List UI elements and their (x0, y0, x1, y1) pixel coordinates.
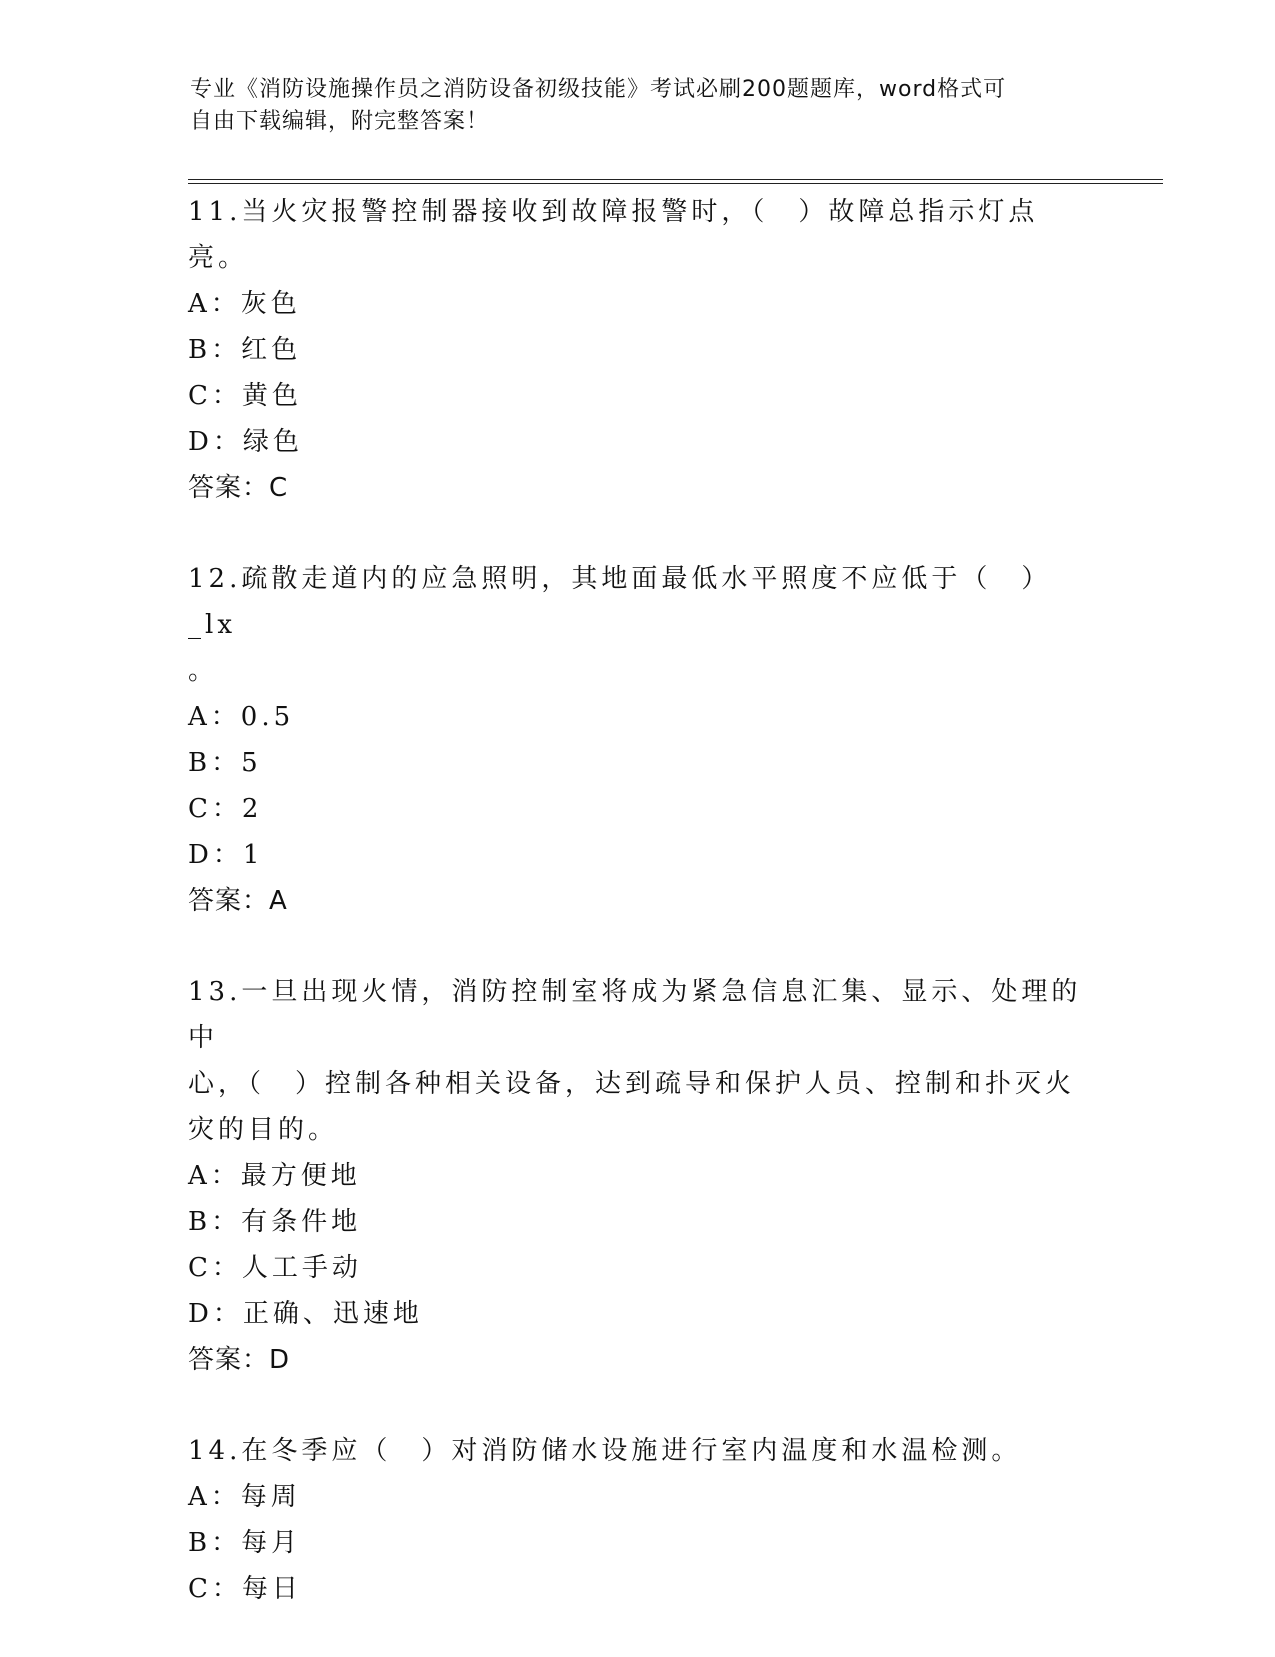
header-divider-top (188, 179, 1163, 180)
question-option: D：1 (188, 840, 264, 870)
question-option: A：0.5 (188, 702, 295, 732)
header-line-2: 自由下载编辑，附完整答案！ (190, 109, 490, 134)
question-stem-line: 13.一旦出现火情，消防控制室将成为紧急信息汇集、显示、处理的中 (188, 977, 1082, 1053)
question-option: B：5 (188, 748, 262, 778)
question-option: A：每周 (188, 1482, 301, 1512)
question-option: C：人工手动 (188, 1253, 362, 1283)
question-stem-line: 14.在冬季应（ ）对消防储水设施进行室内温度和水温检测。 (188, 1436, 1022, 1466)
question-option: C：黄色 (188, 381, 302, 411)
question-item (188, 969, 1088, 1383)
question-option: D：正确、迅速地 (188, 1299, 423, 1329)
question-option: A：灰色 (188, 289, 301, 319)
question-stem-line: 灾的目的。 (188, 1115, 339, 1145)
question-option: C：每日 (188, 1574, 302, 1604)
question-option: B：每月 (188, 1528, 302, 1558)
question-stem-line: 。 (188, 656, 219, 686)
question-item (188, 189, 1088, 511)
question-option: C：2 (188, 794, 263, 824)
question-item (188, 1428, 1088, 1612)
question-stem-line: 11.当火灾报警控制器接收到故障报警时，（ ）故障总指示灯点亮。 (188, 197, 1039, 273)
question-answer: 答案：D (188, 1345, 291, 1375)
question-option: B：红色 (188, 335, 302, 365)
question-answer: 答案：C (188, 473, 289, 503)
question-stem-line: 心，（ ）控制各种相关设备，达到疏导和保护人员、控制和扑灭火 (188, 1069, 1076, 1099)
question-stem-line: 12.疏散走道内的应急照明，其地面最低水平照度不应低于（ ）_lx (188, 564, 1052, 640)
question-option: D：绿色 (188, 427, 303, 457)
question-item (188, 556, 1088, 924)
document-header (190, 74, 1070, 138)
header-line-1: 专业《消防设施操作员之消防设备初级技能》考试必刷200题题库，word格式可 (190, 77, 1007, 102)
header-divider-bottom (188, 183, 1163, 184)
question-answer: 答案：A (188, 886, 288, 916)
question-list (188, 189, 1088, 1657)
question-option: B：有条件地 (188, 1207, 362, 1237)
question-option: A：最方便地 (188, 1161, 361, 1191)
